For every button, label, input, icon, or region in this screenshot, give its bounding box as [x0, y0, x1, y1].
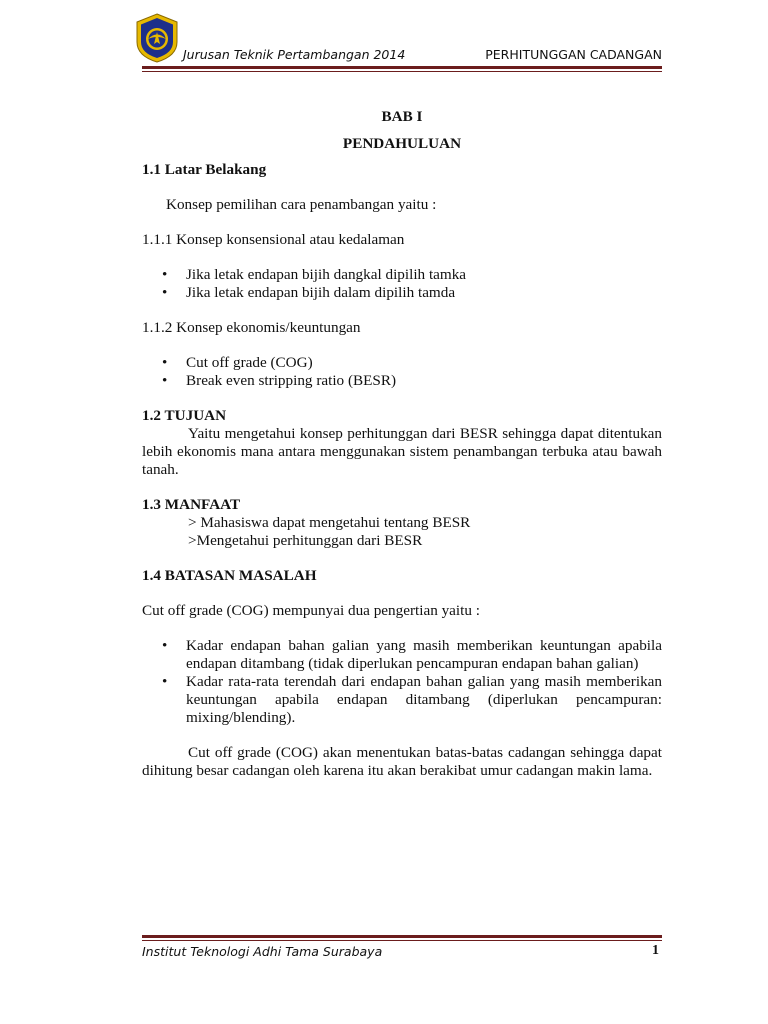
- benefit-line: > Mahasiswa dapat mengetahui tentang BESR: [188, 514, 471, 531]
- institution-logo: [134, 12, 180, 64]
- section-1-1-intro: Konsep pemilihan cara penambangan yaitu :: [166, 196, 437, 213]
- subsection-heading-1-1-1: 1.1.1 Konsep konsensional atau kedalaman: [142, 231, 405, 248]
- section-1-4-intro: Cut off grade (COG) mempunyai dua pengertian yaitu :: [142, 602, 480, 619]
- footer-rule-thin: [142, 940, 662, 941]
- page-number: 1: [652, 943, 659, 958]
- footer-institution: Institut Teknologi Adhi Tama Surabaya: [142, 944, 383, 959]
- chapter-title: PENDAHULUAN: [342, 135, 462, 152]
- footer-rule-thick: [142, 935, 662, 938]
- subsection-heading-1-1-2: 1.1.2 Konsep ekonomis/keuntungan: [142, 319, 361, 336]
- header-department: Jurusan Teknik Pertambangan 2014: [183, 47, 406, 62]
- section-1-2-body: Yaitu mengetahui konsep perhitunggan dari BESR sehingga dapat ditentukan lebih ekonomis mana antara menggunakan sistem penambangan terbuka atau bawah tanah.: [142, 425, 662, 478]
- list-item: • Kadar endapan bahan galian yang masih memberikan keuntungan apabila endapan ditambang (tidak diperlukan pencampuran endapan bahan galian): [186, 637, 662, 673]
- subsection-1-1-1-list: [142, 266, 662, 302]
- list-item: • Cut off grade (COG): [186, 354, 662, 372]
- section-1-4-list: [142, 637, 662, 727]
- header-rule-thick: [142, 66, 662, 69]
- section-heading-1-1: 1.1 Latar Belakang: [142, 161, 267, 178]
- page-body: [142, 108, 662, 780]
- chapter-number: BAB I: [381, 108, 423, 125]
- benefit-line: >Mengetahui perhitunggan dari BESR: [188, 532, 423, 549]
- section-1-4-closing: Cut off grade (COG) akan menentukan batas-batas cadangan sehingga dapat dihitung besar cadangan oleh karena itu akan berakibat umur cadangan makin lama.: [142, 744, 662, 779]
- list-item: • Jika letak endapan bijih dangkal dipilih tamka: [186, 266, 662, 284]
- header-rule-thin: [142, 71, 662, 72]
- header-document-title: PERHITUNGGAN CADANGAN: [485, 47, 662, 62]
- subsection-1-1-2-list: [142, 354, 662, 390]
- list-item: • Break even stripping ratio (BESR): [186, 372, 662, 390]
- section-heading-1-4: 1.4 BATASAN MASALAH: [142, 567, 317, 584]
- list-item: • Jika letak endapan bijih dalam dipilih tamda: [186, 284, 662, 302]
- section-heading-1-2: 1.2 TUJUAN: [142, 407, 227, 424]
- section-heading-1-3: 1.3 MANFAAT: [142, 496, 241, 513]
- list-item: • Kadar rata-rata terendah dari endapan bahan galian yang masih memberikan keuntungan apabila endapan ditambang (diperlukan pencampuran: mixing/blending).: [186, 673, 662, 727]
